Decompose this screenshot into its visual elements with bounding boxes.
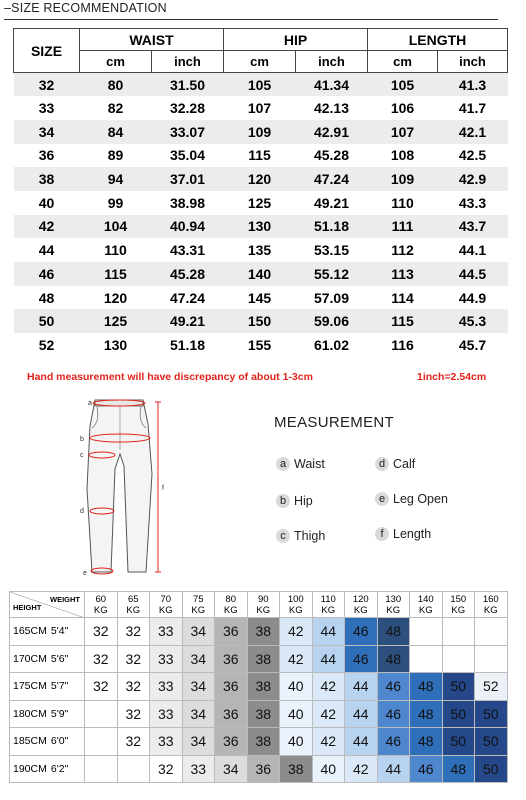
size-cell: 48 [442, 755, 475, 783]
size-cell: 46 [377, 728, 410, 756]
letter-circle: a [276, 457, 290, 471]
size-cell: 36 [247, 755, 280, 783]
measurement-cell: 45.28 [152, 262, 224, 286]
legend-calf [375, 457, 415, 471]
weight-axis-label: WEIGHT [50, 595, 80, 604]
size-cell [442, 645, 475, 673]
measurement-cell: 135 [224, 238, 296, 262]
size-cell: 50 [475, 755, 508, 783]
weight-value: 70 [160, 593, 172, 605]
weight-header [117, 592, 150, 618]
size-row [14, 120, 508, 144]
size-cell: 32 [85, 645, 118, 673]
weight-value: 80 [225, 593, 237, 605]
weight-unit: KG [223, 604, 238, 616]
unit-header: cm [224, 51, 296, 73]
length-header: LENGTH [368, 29, 508, 51]
size-cell: 48 [410, 700, 443, 728]
size-cell: 44 [312, 618, 345, 646]
size-cell: 32 [117, 673, 150, 701]
height-ft: 6'0" [50, 735, 69, 748]
height-cell [10, 728, 85, 756]
weight-value: 75 [192, 593, 204, 605]
weight-height-chart [9, 591, 508, 783]
height-row [10, 728, 508, 756]
size-cell: 40 [312, 755, 345, 783]
weight-header [410, 592, 443, 618]
weight-unit: KG [93, 604, 108, 616]
letter-circle: d [375, 457, 389, 471]
weight-header [215, 592, 248, 618]
weight-value: 140 [417, 593, 434, 605]
measurement-cell: 145 [224, 286, 296, 310]
height-cell [10, 673, 85, 701]
weight-header [377, 592, 410, 618]
size-cell: 46 [345, 645, 378, 673]
size-cell: 36 [215, 673, 248, 701]
size-cell: 32 [85, 673, 118, 701]
legend-label: Calf [393, 457, 416, 471]
header-divider [4, 19, 498, 20]
weight-value: 65 [127, 593, 139, 605]
measurement-cell: 35.04 [152, 144, 224, 168]
measurement-cell: 82 [80, 96, 152, 120]
measurement-cell: 110 [80, 238, 152, 262]
height-cm: 175CM [13, 680, 47, 693]
measurement-cell: 55.12 [296, 262, 368, 286]
measurement-cell: 104 [80, 215, 152, 239]
height-row [10, 700, 508, 728]
measurement-cell: 45.3 [438, 309, 508, 333]
weight-header [150, 592, 183, 618]
size-cell: 34 [182, 700, 215, 728]
legend-hip [276, 494, 313, 508]
size-cell: 46 [377, 673, 410, 701]
weight-unit: KG [288, 604, 303, 616]
size-cell: 52 [475, 673, 508, 701]
measurement-cell: 41.34 [296, 73, 368, 97]
size-cell [475, 645, 508, 673]
measurement-cell: 40.94 [152, 215, 224, 239]
measurement-cell: 42.91 [296, 120, 368, 144]
height-ft: 6'2" [50, 762, 69, 775]
measurement-title: MEASUREMENT [274, 414, 394, 431]
height-cm: 180CM [13, 707, 47, 720]
size-cell: 48 [410, 728, 443, 756]
height-row [10, 755, 508, 783]
measurement-cell: 37.01 [152, 167, 224, 191]
diagram-letter-c: c [80, 452, 84, 459]
size-cell: 33 [150, 728, 183, 756]
measurement-cell: 108 [368, 144, 438, 168]
legend-thigh [276, 529, 325, 543]
conversion-note: 1inch=2.54cm [417, 371, 487, 383]
size-cell: 33 [14, 96, 80, 120]
size-cell [475, 618, 508, 646]
measurement-cell: 155 [224, 333, 296, 357]
height-cell [10, 755, 85, 783]
weight-value: 90 [257, 593, 269, 605]
weight-header [345, 592, 378, 618]
height-ft: 5'9" [50, 707, 69, 720]
weight-value: 120 [352, 593, 369, 605]
size-cell: 42 [312, 728, 345, 756]
size-cell: 33 [150, 645, 183, 673]
measurement-cell: 51.18 [296, 215, 368, 239]
height-ft: 5'6" [50, 652, 69, 665]
size-header: SIZE [14, 29, 80, 73]
height-axis-label: HEIGHT [13, 603, 42, 612]
weight-unit: KG [386, 604, 401, 616]
unit-header: cm [368, 51, 438, 73]
size-cell: 33 [150, 618, 183, 646]
legend-leg-open [375, 492, 448, 506]
size-cell: 50 [442, 700, 475, 728]
size-cell: 34 [182, 618, 215, 646]
weight-unit: KG [158, 604, 173, 616]
weight-value: 130 [385, 593, 402, 605]
measurement-cell: 89 [80, 144, 152, 168]
measurement-cell: 112 [368, 238, 438, 262]
size-table [13, 28, 508, 357]
size-row [14, 191, 508, 215]
size-cell: 38 [247, 728, 280, 756]
size-cell: 38 [14, 167, 80, 191]
measurement-cell: 150 [224, 309, 296, 333]
measurement-cell: 94 [80, 167, 152, 191]
size-row [14, 309, 508, 333]
legend-label: Leg Open [393, 492, 448, 506]
size-cell: 34 [215, 755, 248, 783]
height-row [10, 618, 508, 646]
unit-header: inch [438, 51, 508, 73]
size-cell: 44 [14, 238, 80, 262]
size-cell [85, 700, 118, 728]
weight-header [182, 592, 215, 618]
measurement-cell: 44.5 [438, 262, 508, 286]
size-cell: 32 [14, 73, 80, 97]
hip-header: HIP [224, 29, 368, 51]
size-cell: 36 [215, 700, 248, 728]
measurement-cell: 49.21 [152, 309, 224, 333]
measurement-cell: 61.02 [296, 333, 368, 357]
size-cell: 48 [377, 618, 410, 646]
measurement-cell: 84 [80, 120, 152, 144]
measurement-cell: 43.31 [152, 238, 224, 262]
size-cell: 42 [345, 755, 378, 783]
size-cell: 40 [280, 728, 313, 756]
measurement-cell: 32.28 [152, 96, 224, 120]
size-cell: 40 [14, 191, 80, 215]
measurement-cell: 125 [80, 309, 152, 333]
measurement-cell: 41.7 [438, 96, 508, 120]
discrepancy-note: Hand measurement will have discrepancy of about 1-3cm [27, 371, 313, 383]
legend-label: Length [393, 527, 432, 541]
size-cell: 42 [280, 645, 313, 673]
measurement-cell: 109 [224, 120, 296, 144]
height-row [10, 673, 508, 701]
diagram-letter-b: b [80, 436, 84, 443]
weight-value: 100 [287, 593, 304, 605]
size-cell: 50 [475, 700, 508, 728]
size-cell: 48 [377, 645, 410, 673]
unit-header: inch [296, 51, 368, 73]
section-header [4, 1, 498, 21]
size-cell: 32 [117, 728, 150, 756]
measurement-cell: 115 [80, 262, 152, 286]
section-title: –SIZE RECOMMENDATION [4, 1, 167, 15]
size-cell: 44 [345, 673, 378, 701]
size-cell: 32 [117, 618, 150, 646]
weight-value: 110 [320, 593, 336, 605]
height-cm: 170CM [13, 652, 47, 665]
weight-header [475, 592, 508, 618]
size-row [14, 167, 508, 191]
size-cell: 38 [247, 618, 280, 646]
size-cell: 36 [215, 645, 248, 673]
height-ft: 5'4" [50, 625, 69, 638]
size-cell [85, 755, 118, 783]
measurement-cell: 140 [224, 262, 296, 286]
measurement-cell: 115 [224, 144, 296, 168]
size-row [14, 73, 508, 97]
size-cell: 42 [280, 618, 313, 646]
size-cell: 46 [377, 700, 410, 728]
legend-label: Hip [294, 494, 313, 508]
measurement-cell: 107 [224, 96, 296, 120]
size-cell: 50 [475, 728, 508, 756]
legend-length [375, 527, 431, 541]
weight-value: 160 [482, 593, 499, 605]
measurement-cell: 130 [80, 333, 152, 357]
size-cell [410, 618, 443, 646]
waist-header: WAIST [80, 29, 224, 51]
size-cell: 40 [280, 673, 313, 701]
size-cell [442, 618, 475, 646]
measurement-cell: 51.18 [152, 333, 224, 357]
size-cell: 48 [14, 286, 80, 310]
size-cell: 38 [247, 700, 280, 728]
size-cell: 46 [14, 262, 80, 286]
size-cell: 32 [85, 618, 118, 646]
weight-unit: KG [126, 604, 141, 616]
size-cell: 36 [215, 728, 248, 756]
letter-circle: b [276, 494, 290, 508]
size-cell: 32 [150, 755, 183, 783]
size-row [14, 144, 508, 168]
weight-unit: KG [191, 604, 206, 616]
letter-circle: c [276, 529, 290, 543]
measurement-cell: 47.24 [152, 286, 224, 310]
measurement-cell: 116 [368, 333, 438, 357]
measurement-cell: 44.1 [438, 238, 508, 262]
measurement-cell: 38.98 [152, 191, 224, 215]
measurement-cell: 105 [368, 73, 438, 97]
unit-header: cm [80, 51, 152, 73]
size-cell: 36 [215, 618, 248, 646]
weight-header [247, 592, 280, 618]
measurement-cell: 99 [80, 191, 152, 215]
size-cell: 34 [14, 120, 80, 144]
size-row [14, 238, 508, 262]
weight-header [442, 592, 475, 618]
size-row [14, 286, 508, 310]
measurement-cell: 41.3 [438, 73, 508, 97]
diagram-letter-e: e [83, 570, 87, 577]
pants-outline [87, 400, 152, 572]
measurement-cell: 110 [368, 191, 438, 215]
size-cell: 46 [410, 755, 443, 783]
measurement-cell: 47.24 [296, 167, 368, 191]
weight-header [312, 592, 345, 618]
size-cell: 36 [14, 144, 80, 168]
measurement-cell: 42.1 [438, 120, 508, 144]
height-cell [10, 700, 85, 728]
size-cell: 42 [312, 673, 345, 701]
size-cell: 48 [410, 673, 443, 701]
height-cm: 165CM [13, 625, 47, 638]
size-cell: 32 [117, 700, 150, 728]
measurement-cell: 111 [368, 215, 438, 239]
weight-unit: KG [483, 604, 498, 616]
size-cell: 50 [442, 728, 475, 756]
legend-label: Waist [294, 457, 325, 471]
size-cell: 44 [345, 700, 378, 728]
size-cell: 34 [182, 728, 215, 756]
size-row [14, 215, 508, 239]
size-cell: 33 [182, 755, 215, 783]
size-cell [410, 645, 443, 673]
letter-circle: f [375, 527, 389, 541]
height-cm: 185CM [13, 735, 47, 748]
measurement-cell: 42.5 [438, 144, 508, 168]
measurement-cell: 43.7 [438, 215, 508, 239]
size-cell: 34 [182, 645, 215, 673]
measurement-cell: 45.28 [296, 144, 368, 168]
measurement-cell: 53.15 [296, 238, 368, 262]
measurement-cell: 120 [80, 286, 152, 310]
height-cell [10, 618, 85, 646]
diagram-letter-f: f [162, 485, 164, 492]
measurement-cell: 113 [368, 262, 438, 286]
size-cell: 40 [280, 700, 313, 728]
size-cell: 44 [377, 755, 410, 783]
size-cell: 52 [14, 333, 80, 357]
size-cell: 34 [182, 673, 215, 701]
measurement-cell: 31.50 [152, 73, 224, 97]
measurement-cell: 109 [368, 167, 438, 191]
measurement-cell: 49.21 [296, 191, 368, 215]
weight-unit: KG [256, 604, 271, 616]
diagram-letter-a: a [88, 400, 92, 407]
unit-header: inch [152, 51, 224, 73]
measurement-cell: 105 [224, 73, 296, 97]
weight-value: 150 [450, 593, 467, 605]
weight-unit: KG [321, 604, 336, 616]
size-cell: 46 [345, 618, 378, 646]
measurement-cell: 44.9 [438, 286, 508, 310]
size-cell: 32 [117, 645, 150, 673]
size-cell [85, 728, 118, 756]
measurement-cell: 57.09 [296, 286, 368, 310]
height-row [10, 645, 508, 673]
weight-value: 60 [95, 593, 107, 605]
size-cell: 38 [247, 645, 280, 673]
size-row [14, 333, 508, 357]
size-cell: 33 [150, 700, 183, 728]
measurement-cell: 45.7 [438, 333, 508, 357]
size-row [14, 96, 508, 120]
height-cm: 190CM [13, 762, 47, 775]
measurement-cell: 115 [368, 309, 438, 333]
weight-unit: KG [451, 604, 466, 616]
size-cell: 38 [280, 755, 313, 783]
measurement-cell: 43.3 [438, 191, 508, 215]
size-row [14, 262, 508, 286]
measurement-cell: 130 [224, 215, 296, 239]
legend-label: Thigh [294, 529, 326, 543]
weight-unit: KG [418, 604, 433, 616]
measurement-cell: 107 [368, 120, 438, 144]
size-cell: 42 [14, 215, 80, 239]
size-cell: 42 [312, 700, 345, 728]
measurement-cell: 42.13 [296, 96, 368, 120]
weight-unit: KG [353, 604, 368, 616]
measurement-cell: 42.9 [438, 167, 508, 191]
size-cell: 50 [14, 309, 80, 333]
height-cell [10, 645, 85, 673]
measurement-cell: 120 [224, 167, 296, 191]
size-cell: 38 [247, 673, 280, 701]
weight-header [280, 592, 313, 618]
size-cell: 50 [442, 673, 475, 701]
letter-circle: e [375, 492, 389, 506]
measurement-cell: 125 [224, 191, 296, 215]
legend-waist [276, 457, 325, 471]
diagram-letter-d: d [80, 508, 84, 515]
chart-corner [10, 592, 85, 618]
height-ft: 5'7" [50, 680, 69, 693]
measurement-cell: 33.07 [152, 120, 224, 144]
weight-header [85, 592, 118, 618]
pants-diagram [78, 394, 178, 580]
measurement-cell: 106 [368, 96, 438, 120]
size-cell: 44 [312, 645, 345, 673]
measurement-cell: 59.06 [296, 309, 368, 333]
size-cell: 44 [345, 728, 378, 756]
size-cell [117, 755, 150, 783]
measurement-cell: 80 [80, 73, 152, 97]
measurement-cell: 114 [368, 286, 438, 310]
size-cell: 33 [150, 673, 183, 701]
